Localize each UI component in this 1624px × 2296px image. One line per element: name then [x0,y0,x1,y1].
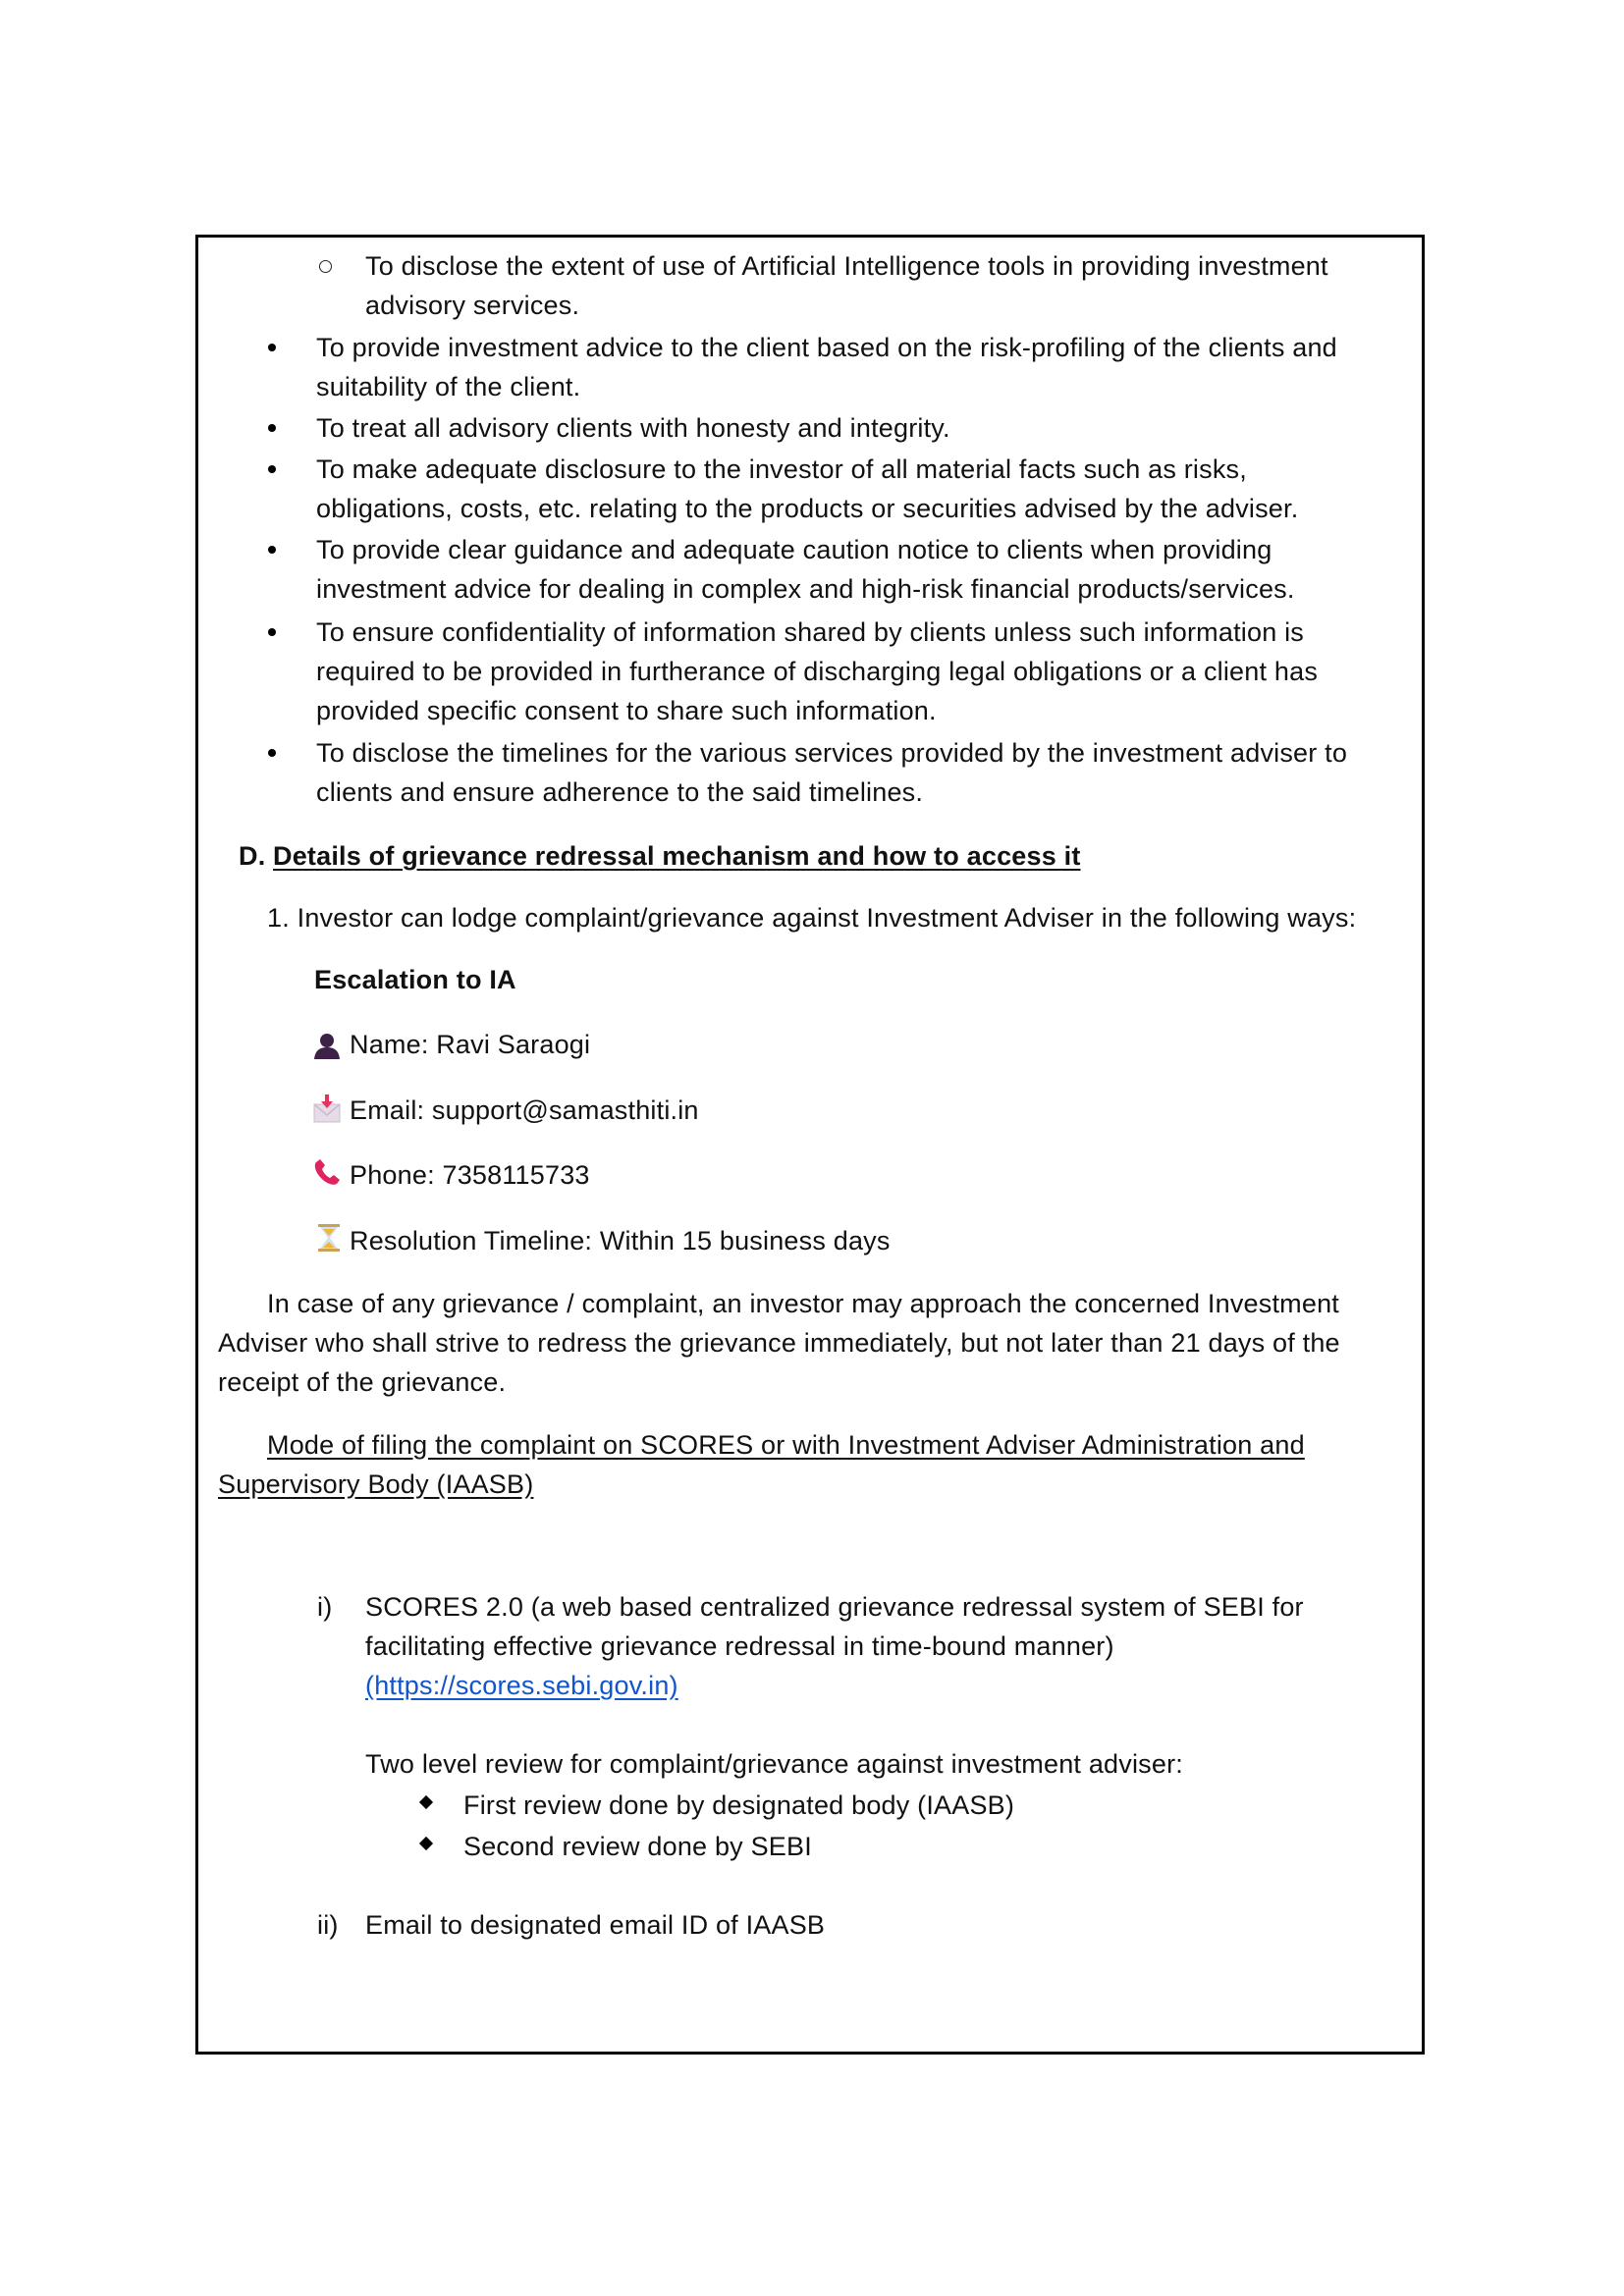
section-d-letter: D. [239,841,266,871]
obligation-item: To treat all advisory clients with honesty and integrity. [316,413,950,443]
grievance-paragraph-line: Adviser who shall strive to redress the grievance immediately, but not later than 21 days of the [218,1328,1340,1358]
mode-line: facilitating effective grievance redressal in time-bound manner) [365,1631,1114,1661]
grievance-paragraph-line: In case of any grievance / complaint, an investor may approach the concerned Investment [267,1289,1339,1318]
circle-bullet-icon [319,260,332,273]
review-item: First review done by designated body (IAASB) [463,1790,1015,1820]
sub-item-line: To disclose the extent of use of Artificial Intelligence tools in providing investment [365,251,1328,281]
bullet-icon [268,628,276,636]
sub-item-line: advisory services. [365,291,580,320]
contact-name: Name: Ravi Saraogi [350,1030,591,1059]
obligation-item: obligations, costs, etc. relating to the products or securities advised by the adviser. [316,494,1299,523]
contact-phone[interactable]: Phone: 7358115733 [350,1160,590,1190]
obligation-item: investment advice for dealing in complex and high-risk financial products/services. [316,574,1295,604]
mode-line: Email to designated email ID of IAASB [365,1910,826,1940]
person-icon [312,1031,342,1060]
obligation-item: suitability of the client. [316,372,581,401]
obligation-item: To provide investment advice to the client based on the risk-profiling of the clients and [316,333,1337,362]
bullet-icon [268,344,276,351]
grievance-paragraph-line: receipt of the grievance. [218,1367,507,1397]
obligation-item: To provide clear guidance and adequate caution notice to clients when providing [316,535,1272,564]
contact-email[interactable]: Email: support@samasthiti.in [350,1095,699,1125]
obligation-item: clients and ensure adherence to the said timelines. [316,777,924,807]
mode-line: SCORES 2.0 (a web based centralized grievance redressal system of SEBI for [365,1592,1304,1622]
email-download-icon [312,1094,342,1123]
mode-marker: ii) [317,1910,339,1940]
obligation-item: required to be provided in furtherance of discharging legal obligations or a client has [316,657,1319,686]
bullet-icon [268,424,276,432]
mode-marker: i) [317,1592,333,1622]
obligation-item: To ensure confidentiality of information shared by clients unless such information is [316,617,1305,647]
hourglass-icon [314,1223,344,1253]
bullet-icon [268,546,276,554]
review-heading: Two level review for complaint/grievance against investment adviser: [365,1749,1183,1779]
obligation-item: To disclose the timelines for the various services provided by the investment adviser to [316,738,1348,768]
scores-link[interactable]: (https://scores.sebi.gov.in) [365,1671,678,1700]
obligation-item: provided specific consent to share such information. [316,696,937,725]
bullet-icon [268,749,276,757]
mode-heading-line: Mode of filing the complaint on SCORES or with Investment Adviser Administration and [267,1430,1305,1460]
obligation-item: To make adequate disclosure to the investor of all material facts such as risks, [316,454,1247,484]
review-item: Second review done by SEBI [463,1832,812,1861]
escalation-heading: Escalation to IA [314,965,516,994]
phone-icon [312,1158,342,1188]
section-d-title: Details of grievance redressal mechanism and how to access it [273,841,1081,871]
mode-heading-line: Supervisory Body (IAASB) [218,1469,534,1499]
point-1: 1. Investor can lodge complaint/grievance against Investment Adviser in the following ways: [267,903,1357,933]
bullet-icon [268,465,276,473]
resolution-timeline: Resolution Timeline: Within 15 business days [350,1226,891,1255]
